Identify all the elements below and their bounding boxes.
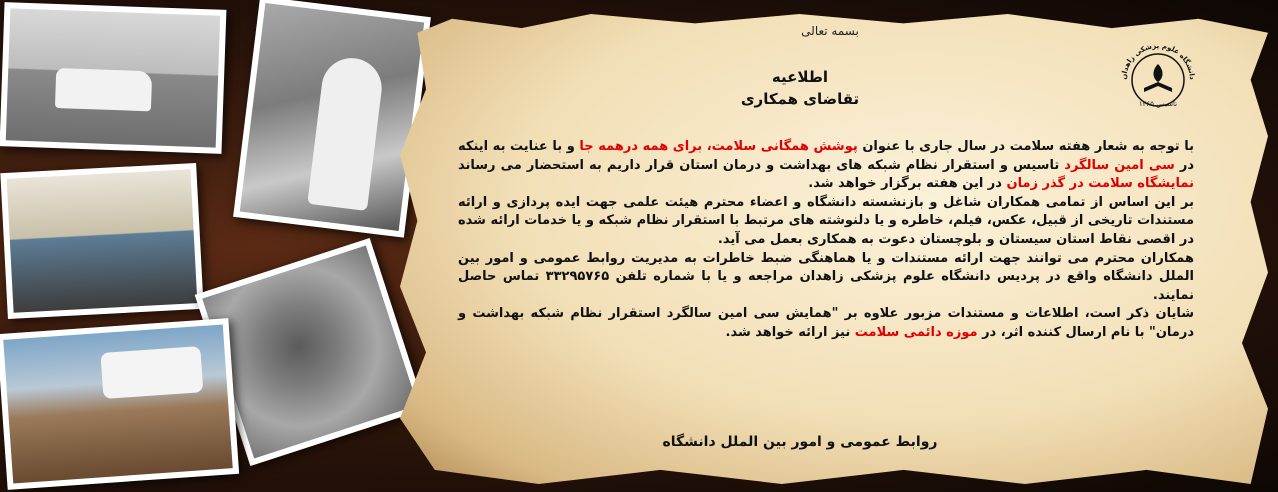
p1-text-d: در این هفته برگزار خواهد شد.	[808, 176, 1007, 192]
photo-clinic-with-car	[0, 2, 226, 154]
university-logo	[1108, 34, 1208, 114]
notice-title-block	[700, 66, 900, 110]
notice-title: اطلاعیه	[771, 68, 829, 86]
paragraph-2: بر این اساس از تمامی همکاران شاغل و بازنشسته دانشگاه و اعضاء محترم هیئت علمی جهت ایده پردازی و ارائه مستندات تاریخی از قبیل، عکس، فیلم، خاطره و یا دلنوشته های مرتبط با استقرار نظام شبکه و یا خدمات ارائه شده در اقصی نقاط استان سیستان و بلوچستان دعوت به همکاری بعمل می آید.	[458, 194, 1194, 247]
logo-text: دانشگاه علوم پزشکی زاهدان	[1119, 41, 1197, 81]
notice-subtitle: تقاضای همکاری	[740, 90, 860, 108]
paragraph-1	[458, 138, 1194, 194]
highlight-exhibition: نمایشگاه سلامت در گذر زمان	[1006, 176, 1194, 192]
highlight-anniversary: سی امین سالگرد	[1064, 157, 1175, 173]
paragraph-4	[458, 305, 1194, 342]
notice-body	[458, 138, 1194, 343]
photo-doctor-with-child	[233, 0, 431, 238]
p1-text-b: و با عنایت به اینکه در	[458, 139, 1194, 173]
logo-year: تاسیس ۱۳۶۵	[1138, 100, 1178, 108]
p1-text-c: تاسیس و استقرار نظام شبکه های بهداشت و درمان استان قرار داریم به استحضار می رساند	[458, 157, 1065, 173]
bismillah-heading: بسمه تعالی	[801, 24, 859, 38]
photo-family-with-vehicle	[0, 318, 239, 490]
highlight-slogan: پوشش همگانی سلامت، برای همه درهمه جا	[579, 139, 858, 154]
photo-health-office	[0, 163, 203, 319]
p4-text-a: شایان ذکر است، اطلاعات و مستندات مزبور علاوه بر "همایش سی امین سالگرد استقرار نظام شبکه بهداشت و درمان" با نام ارسال کننده اثر، در	[458, 306, 1194, 340]
p1-text-a: با توجه به شعار هفته سلامت در سال جاری با عنوان	[857, 139, 1194, 154]
signature: روابط عمومی و امور بین الملل دانشگاه	[662, 434, 938, 450]
paragraph-3: همکاران محترم می توانند جهت ارائه مستندات و یا هماهنگی ضبط خاطرات به مدیریت روابط عمومی و امور بین الملل دانشگاه واقع در پردیس دانشگاه علوم پزشکی زاهدان مراجعه و یا با شماره تلفن ۳۳۲۹۵۷۶۵ تماس حاصل نمایند.	[458, 250, 1194, 303]
p4-text-b: نیز ارائه خواهد شد.	[725, 324, 855, 340]
highlight-museum: موزه دائمی سلامت	[854, 324, 978, 340]
